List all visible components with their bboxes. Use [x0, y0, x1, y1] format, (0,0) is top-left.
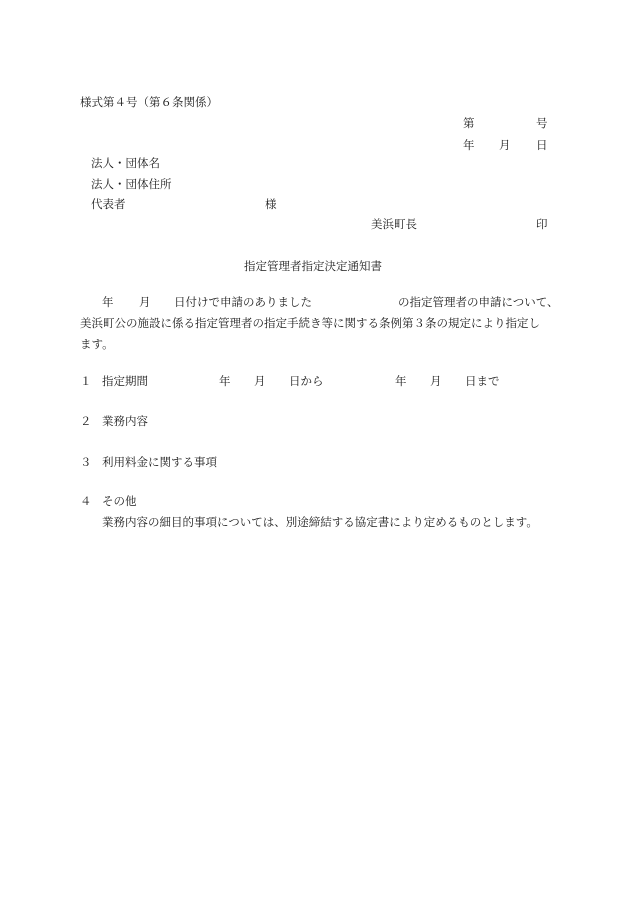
recipient-representative-label: 代表者 [91, 197, 126, 211]
body-date-suffix: 日付けで申請のありました [174, 295, 312, 309]
body-date-month: 月 [139, 295, 151, 309]
date-year: 年 [463, 138, 475, 152]
item1-to-month: 月 [430, 374, 442, 388]
item1-from-day: 日から [289, 374, 324, 388]
body-line3: ます。 [80, 337, 114, 351]
body-line2: 美浜町公の施設に係る指定管理者の指定手続き等に関する条例第３条の規定により指定し [80, 316, 540, 330]
item3-label: 利用料金に関する事項 [102, 455, 217, 469]
document-title: 指定管理者指定決定通知書 [244, 259, 382, 273]
doc-number-suffix: 号 [536, 116, 548, 130]
sender-title: 美浜町長 [371, 217, 417, 231]
item1-label: 指定期間 [102, 374, 148, 388]
doc-number-prefix: 第 [463, 116, 475, 130]
body-date-year: 年 [102, 295, 114, 309]
recipient-honorific: 様 [265, 197, 277, 211]
item3-number: ３ [80, 455, 92, 469]
recipient-address-label: 法人・団体住所 [91, 177, 172, 191]
date-day: 日 [536, 138, 548, 152]
item1-number: １ [80, 374, 92, 388]
item4-label: その他 [102, 494, 137, 508]
date-month: 月 [499, 138, 511, 152]
item1-to-day: 日まで [465, 374, 500, 388]
item1-from-month: 月 [254, 374, 266, 388]
item4-number: ４ [80, 494, 92, 508]
form-number: 様式第４号（第６条関係） [80, 95, 218, 109]
recipient-name-label: 法人・団体名 [91, 156, 160, 170]
sender-seal: 印 [536, 217, 548, 231]
item1-to-year: 年 [395, 374, 407, 388]
item2-number: ２ [80, 414, 92, 428]
item2-label: 業務内容 [102, 414, 148, 428]
item4-text: 業務内容の細目的事項については、別途締結する協定書により定めるものとします。 [102, 515, 538, 529]
item1-from-year: 年 [219, 374, 231, 388]
body-line1-end: の指定管理者の申請について、 [398, 295, 559, 309]
